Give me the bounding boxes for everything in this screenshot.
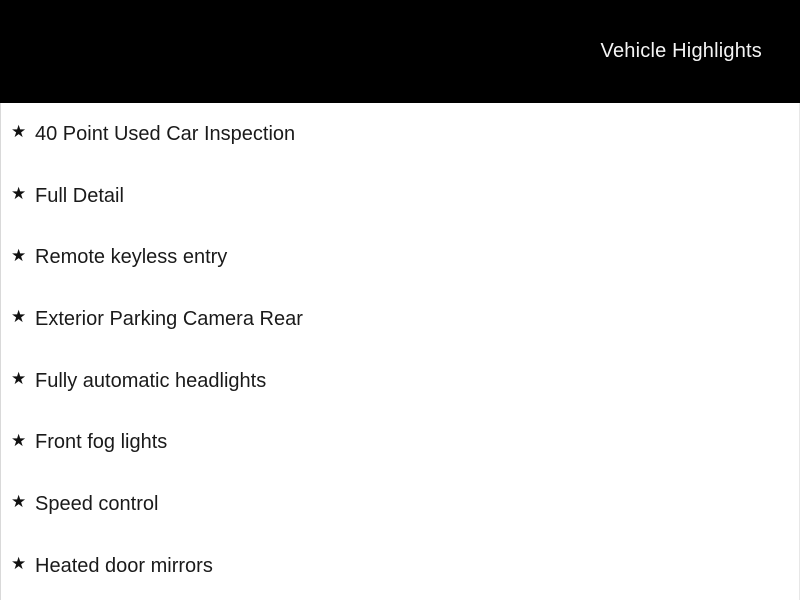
highlight-item: [1, 103, 799, 165]
star-icon: ★: [11, 369, 27, 390]
star-icon: ★: [11, 492, 27, 513]
highlight-label: Speed control: [35, 492, 159, 515]
page-title: Vehicle Highlights: [600, 40, 762, 62]
highlight-label: Remote keyless entry: [35, 246, 228, 269]
star-icon: ★: [11, 307, 27, 328]
highlight-item: [1, 226, 799, 288]
highlight-label: Front fog lights: [35, 431, 168, 454]
highlight-label: Heated door mirrors: [35, 554, 213, 577]
star-icon: ★: [11, 122, 27, 143]
highlight-item: [1, 473, 799, 535]
highlight-item: [1, 411, 799, 473]
star-icon: ★: [11, 245, 27, 266]
highlight-list: [1, 103, 799, 597]
highlight-item: [1, 350, 799, 412]
highlight-item: [1, 288, 799, 350]
highlight-label: Full Detail: [35, 184, 124, 207]
highlight-item: [1, 165, 799, 227]
highlight-label: Exterior Parking Camera Rear: [35, 307, 303, 330]
highlight-label: 40 Point Used Car Inspection: [35, 122, 296, 145]
star-icon: ★: [11, 184, 27, 205]
star-icon: ★: [11, 554, 27, 575]
highlight-item: [1, 535, 799, 597]
header-bar: [0, 0, 800, 103]
star-icon: ★: [11, 430, 27, 451]
highlight-label: Fully automatic headlights: [35, 369, 267, 392]
highlights-content: [0, 103, 800, 600]
